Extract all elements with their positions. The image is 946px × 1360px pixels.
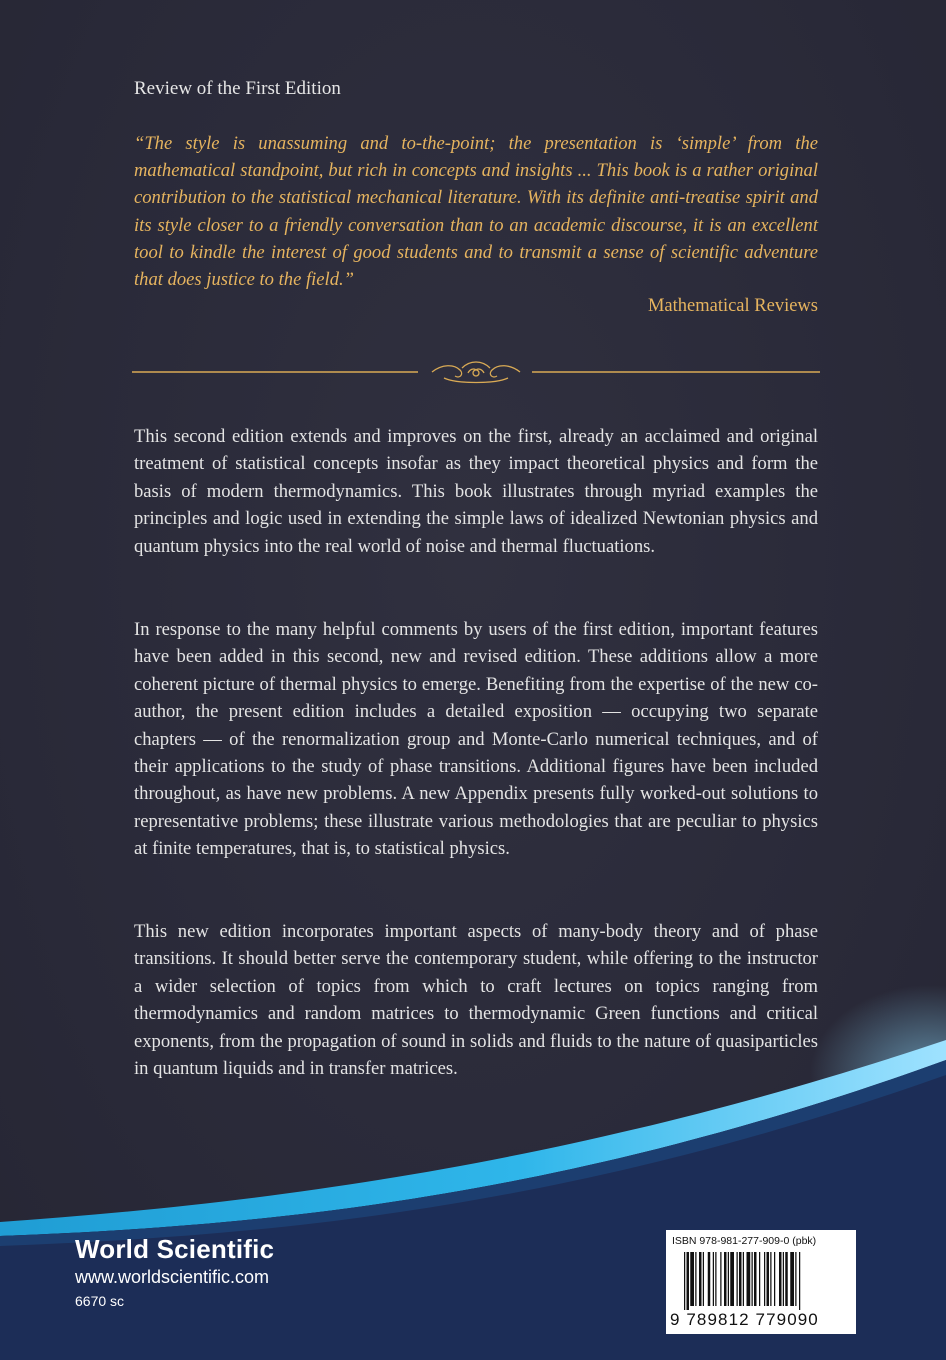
description-paragraph-1: This second edition extends and improves on the first, already an acclaimed and original treatment of statistical concepts insofar as they impact theoretical physics and form the basis of modern thermodynamics. This book illustrates through myriad examples the principles and logic used in extending the simple laws of idealized Newtonian physics and quantum physics into the real world of noise and thermal fluctuations. [134, 426, 818, 557]
description-paragraph-2: In response to the many helpful comments by users of the first edition, important features have been added in this second, new and revised edition. These additions allow a more coherent picture of thermal physics to emerge. Benefiting from the expertise of the new co-author, the present edition includes a detailed exposition — occupying two separate chapters — of the renormalization group and Monte-Carlo numerical techniques, and of their applications to the study of phase transitions. Additional figures have been included throughout, as have new problems. A new Appendix presents fully worked-out solutions to representative problems; these illustrate various methodologies that are peculiar to physics at finite temperatures, that is, to statistical physics. [134, 619, 818, 860]
barcode-bar [785, 1252, 788, 1306]
barcode-bar [767, 1252, 770, 1306]
barcode-bar [708, 1252, 711, 1306]
barcode-bar [737, 1252, 738, 1306]
barcode-bar [715, 1252, 716, 1306]
barcode-bar [770, 1252, 771, 1306]
barcode-bar [747, 1252, 751, 1306]
barcode-bars [684, 1252, 840, 1310]
isbn-barcode [666, 1230, 856, 1334]
description-paragraph-3: This new edition incorporates important aspects of many-body theory and of phase transitions. It should better serve the contemporary student, while offering to the instructor a wider selection of topics from which to craft lectures on topics ranging from thermodynamics and random matrices to thermodynamic Green functions and critical exponents, from the propagation of sound in solids and fluids to the nature of quasiparticles in quantum liquids and in transfer matrices. [134, 921, 818, 1080]
barcode-bar [795, 1252, 796, 1306]
barcode-bar [752, 1252, 753, 1306]
isbn-label: ISBN 978-981-277-909-0 (pbk) [672, 1235, 817, 1247]
barcode-bar [695, 1252, 696, 1306]
barcode-bar [687, 1252, 690, 1310]
ornamental-divider [132, 354, 820, 390]
review-attribution: Mathematical Reviews [647, 296, 818, 316]
publisher-name: World Scientific [75, 1234, 275, 1264]
barcode-bar [783, 1252, 784, 1306]
barcode-bar [790, 1252, 794, 1306]
barcode-bar [754, 1252, 757, 1306]
barcode-bar [713, 1252, 714, 1306]
barcode-bar [699, 1252, 702, 1306]
review-quote: “The style is unassuming and to-the-point; the presentation is ‘simple’ from the mathematical standpoint, but rich in concepts and insights ... This book is a rather original contribution to the statistical mechanical literature. With its definite anti-treatise spirit and its style closer to a friendly conversation than to an academic discourse, it is an excellent tool to kindle the interest of good students and to transmit a sense of scientific adventure that does justice to the field.” [134, 133, 818, 291]
barcode-bar [743, 1252, 744, 1306]
publisher-url[interactable]: www.worldscientific.com [75, 1267, 270, 1287]
review-heading: Review of the First Edition [134, 78, 341, 99]
barcode-bar [684, 1252, 685, 1310]
barcode-bar [739, 1252, 742, 1306]
barcode-bar [724, 1252, 727, 1306]
barcode-bar [759, 1252, 760, 1306]
barcode-digits: 9 789812 779090 [670, 1310, 819, 1329]
barcode-bar [703, 1252, 704, 1306]
barcode-bar [720, 1252, 721, 1306]
barcode-bar [799, 1252, 800, 1310]
product-code: 6670 sc [75, 1293, 125, 1309]
barcode-bar [730, 1252, 734, 1306]
barcode-bar [774, 1252, 775, 1306]
barcode-bar [728, 1252, 729, 1306]
barcode-bar [779, 1252, 782, 1306]
barcode-bar [764, 1252, 765, 1306]
barcode-bar [690, 1252, 694, 1306]
